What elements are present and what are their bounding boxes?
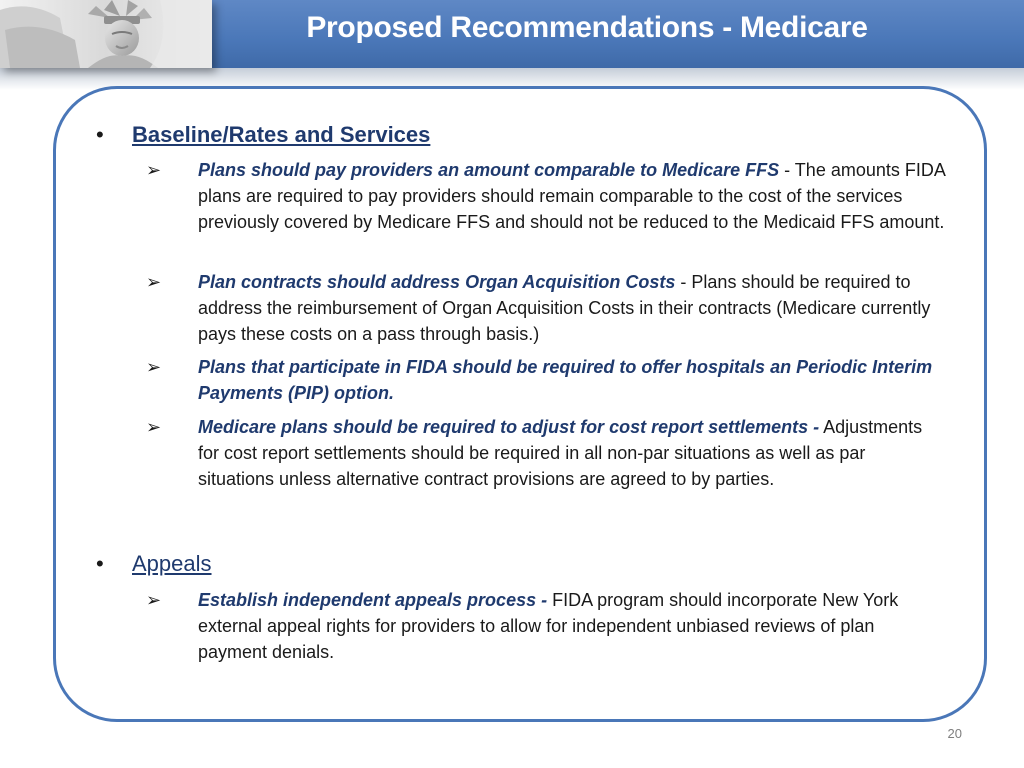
section-baseline [96,121,430,149]
page-number: 20 [947,726,962,741]
list-item [146,270,946,347]
item-text: Adjustments for cost report settlements should be required in all non-par situations as well as par situations unless alternative contract provisions are agreed to by parties. [198,417,923,489]
statue-of-liberty-icon [0,0,212,68]
item-emphasis: Establish independent appeals process - [198,590,548,610]
item-emphasis: Plans should pay providers an amount comparable to Medicare FFS [198,160,780,180]
item-text: - Plans should be required to address the reimbursement of Organ Acquisition Costs in their contracts (Medicare currently pays these costs on a pass through basis.) [198,272,931,344]
arrow-bullet-icon: ➢ [146,357,162,377]
arrow-bullet-icon: ➢ [146,160,162,180]
section-appeals [96,550,212,578]
bullet-icon: • [96,122,104,147]
bullet-icon: • [96,551,104,576]
section-label-appeals: Appeals [132,551,212,576]
item-emphasis: Plan contracts should address Organ Acquisition Costs [198,272,676,292]
item-emphasis: Medicare plans should be required to adjust for cost report settlements - [198,417,820,437]
arrow-bullet-icon: ➢ [146,417,162,437]
item-emphasis: Plans that participate in FIDA should be required to offer hospitals an Periodic Interim Payments (PIP) option. [198,357,933,403]
list-item [146,355,946,407]
slide-title: Proposed Recommendations - Medicare [306,11,868,44]
item-text: - The amounts FIDA plans are required to pay providers should remain comparable to the cost of the services previously covered by Medicare FFS and should not be reduced to the Medicaid FFS amount. [198,160,945,232]
section-label-baseline: Baseline/Rates and Services [132,122,431,147]
list-item [146,158,946,235]
item-text: FIDA program should incorporate New York external appeal rights for providers to allow for independent unbiased reviews of plan payment denials. [198,590,899,662]
arrow-bullet-icon: ➢ [146,590,162,610]
arrow-bullet-icon: ➢ [146,272,162,292]
list-item [146,415,946,492]
list-item [146,588,946,665]
statue-of-liberty-logo [0,0,212,68]
